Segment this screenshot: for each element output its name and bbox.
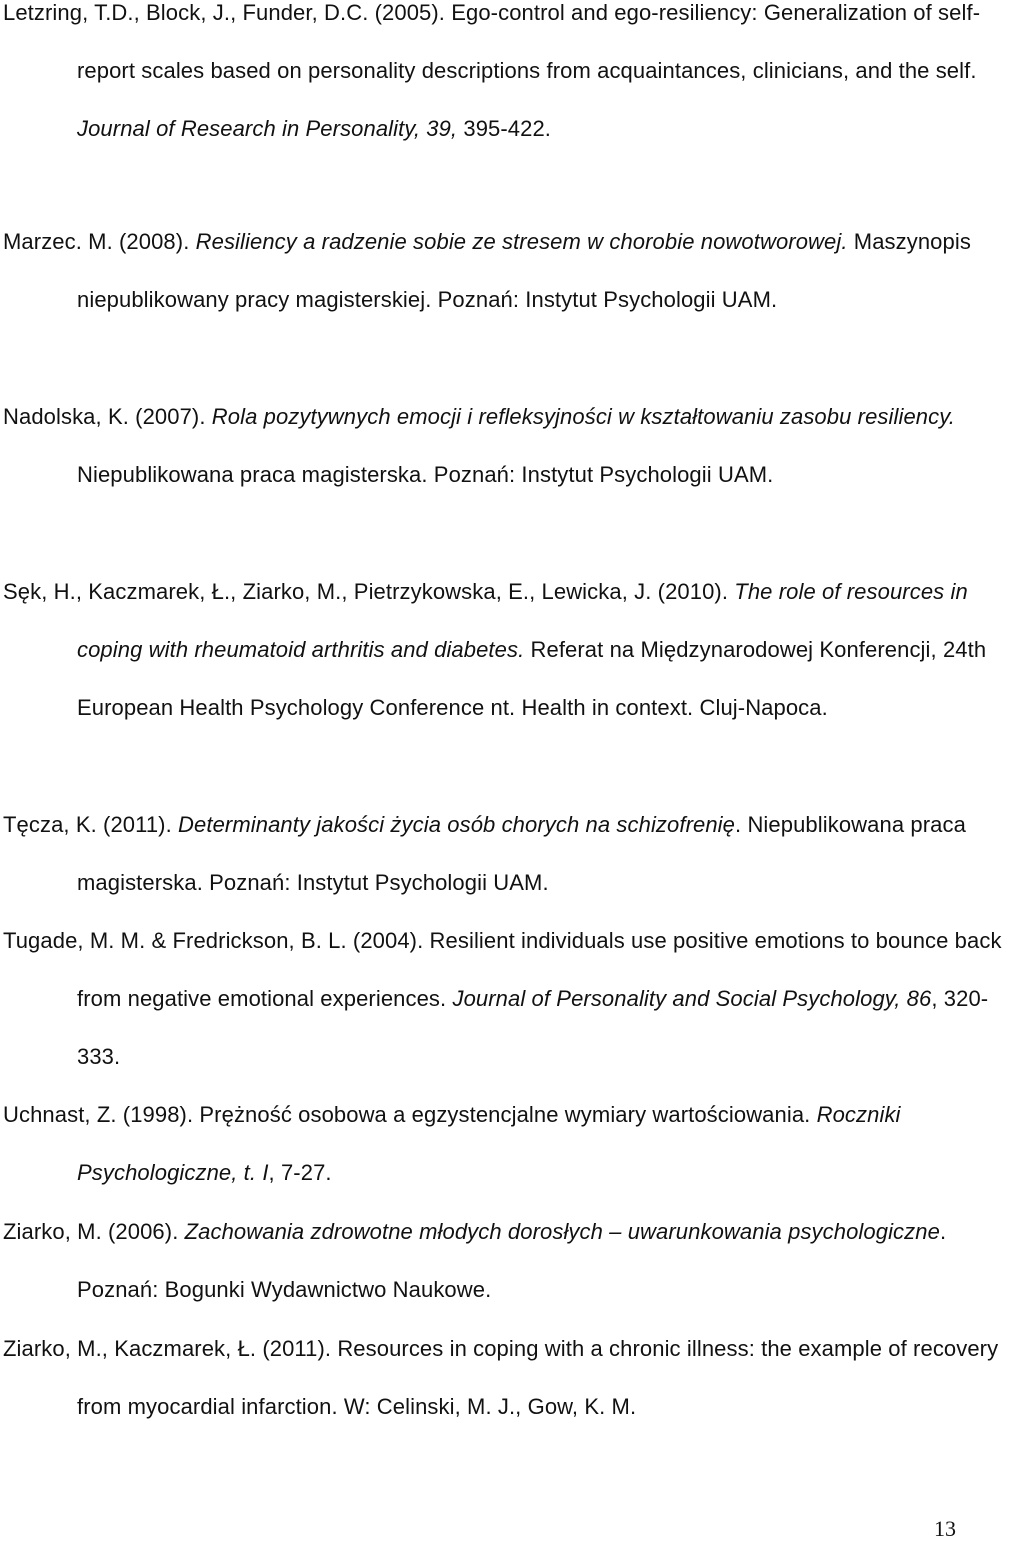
reference-entry [3,796,1027,912]
reference-text: Ziarko, M., Kaczmarek, Ł. (2011). Resources in coping with a chronic illness: the example of recovery from myocardial infarction. W: Celinski, M. J., Gow, K. M. [3,1336,999,1420]
reference-text: Marzec. M. (2008). [3,229,196,254]
page-number: 13 [934,1516,956,1541]
reference-text: 395-422. [457,116,552,142]
reference-text: Maszynopis niepublikowany pracy magisterskiej. Poznań: Instytut Psychologii UAM. [77,229,971,313]
reference-italic-text: Resiliency a radzenie sobie ze stresem w chorobie nowotworowej. [195,229,848,254]
reference-italic-text: Zachowania zdrowotne młodych dorosłych – uwarunkowania psychologiczne [184,1219,940,1244]
reference-entry [3,563,1027,738]
reference-text: Niepublikowana praca magisterska. Poznań: Instytut Psychologii UAM. [77,462,774,488]
reference-text: . Poznań: Bogunki Wydawnictwo Naukowe. [77,1219,947,1303]
reference-text: , 7-27. [268,1160,332,1186]
reference-text: Letzring, T.D., Block, J., Funder, D.C. (2005). Ego-control and ego-resiliency: Generalization of self-report scales based on personality descriptions from acquaintances, clinicians, and the self. [3,0,981,84]
reference-entry [3,213,1027,329]
reference-entry [3,912,1027,1087]
reference-italic-text: Roczniki Psychologiczne, t. I [77,1102,901,1186]
reference-italic-text: The role of resources in coping with rheumatoid arthritis and diabetes. [77,579,968,663]
reference-italic-text: Journal of Research in Personality, 39, [77,116,458,142]
reference-entry [3,388,1027,504]
reference-text: Uchnast, Z. (1998). Prężność osobowa a egzystencjalne wymiary wartościowania. [3,1102,817,1127]
reference-entry [3,1086,1027,1202]
reference-entry [3,1320,1027,1436]
reference-entry [3,1203,1027,1319]
reference-italic-text: Determinanty jakości życia osób chorych na schizofrenię [178,812,736,837]
reference-text: Ziarko, M. (2006). [3,1219,185,1244]
reference-text: Referat na Międzynarodowej Konferencji, 24th European Health Psychology Conference nt. Health in context. Cluj-Napoca. [77,637,987,721]
reference-text: Tugade, M. M. & Fredrickson, B. L. (2004). Resilient individuals use positive emotions to bounce back from negative emotional experiences. [3,928,1002,1012]
reference-text: Nadolska, K. (2007). [3,404,212,429]
reference-entry [3,0,1027,159]
reference-italic-text: Rola pozytywnych emocji i refleksyjności w kształtowaniu zasobu resiliency. [211,404,955,429]
reference-italic-text: Journal of Personality and Social Psychology, 86 [452,986,932,1012]
reference-text: Tęcza, K. (2011). [3,812,179,837]
reference-text: . Niepublikowana praca magisterska. Poznań: Instytut Psychologii UAM. [77,812,966,896]
reference-text: Sęk, H., Kaczmarek, Ł., Ziarko, M., Pietrzykowska, E., Lewicka, J. (2010). [3,579,735,604]
reference-text: , 320-333. [77,986,989,1070]
